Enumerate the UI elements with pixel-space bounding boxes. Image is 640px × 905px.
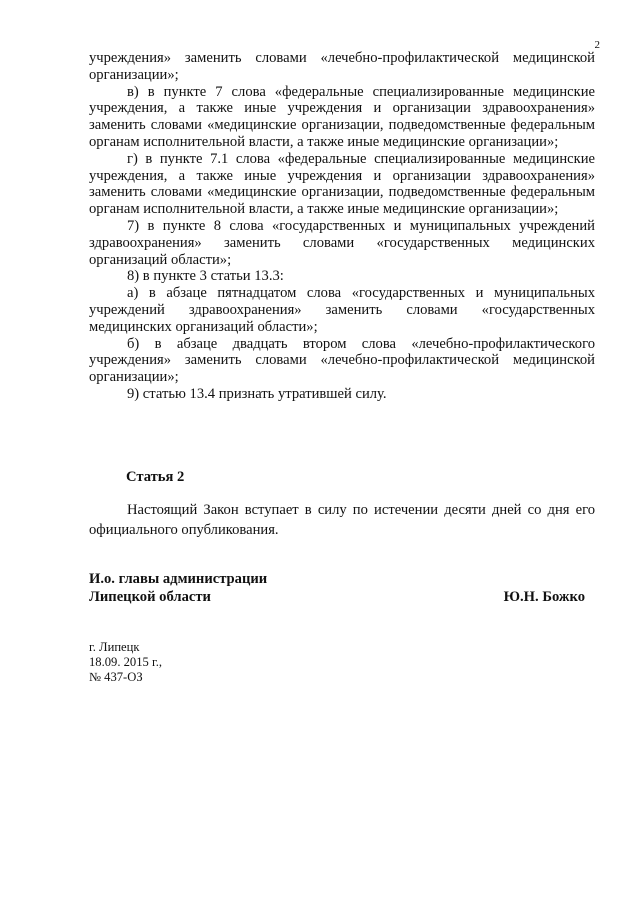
paragraph-0: учреждения» заменить словами «лечебно-профилактической медицинской организации»; [89,50,595,83]
paragraph-2: г) в пункте 7.1 слова «федеральные специализированные медицинские учреждения, а также иные учреждения и организации здравоохранения» заменить словами «медицинские организации, подведомственные федеральным органам исполнительной власти, а также иные медицинские организации»; [89,150,595,218]
signature-region: Липецкой области [89,589,211,605]
paragraph-6: б) в абзаце двадцать втором слова «лечебно-профилактического учреждения» заменить словами «лечебно-профилактической медицинской организации»; [89,335,595,386]
paragraph-3: 7) в пункте 8 слова «государственных и муниципальных учреждений здравоохранения» заменить словами «государственных медицинских организаций области»; [89,217,595,268]
meta-date: 18.09. 2015 г., [89,655,163,669]
document-meta [89,640,162,685]
paragraph-1: в) в пункте 7 слова «федеральные специализированные медицинские учреждения, а также иные учреждения и организации здравоохранения» заменить словами «медицинские организации, подведомственные федеральным органам исполнительной власти, а также иные медицинские организации»; [89,83,595,150]
amendments-list [89,50,595,403]
article-heading: Статья 2 [126,469,185,485]
signature-block [89,570,585,606]
paragraph-4: 8) в пункте 3 статьи 13.3: [127,268,284,285]
signature-title: И.о. главы администрации [89,571,268,587]
closing-paragraph: Настоящий Закон вступает в силу по истечении десяти дней со дня его официального опубликования. [89,502,595,538]
paragraph-7: 9) статью 13.4 признать утратившей силу. [127,385,387,402]
meta-number: № 437-ОЗ [89,670,143,684]
signatory-name: Ю.Н. Божко [503,589,585,605]
signature-row [89,588,585,606]
page-number: 2 [594,39,600,51]
meta-city: г. Липецк [89,640,140,654]
paragraph-5: а) в абзаце пятнадцатом слова «государственных и муниципальных учреждений здравоохранения» заменить словами «государственных медицинских организаций области»; [89,285,595,335]
